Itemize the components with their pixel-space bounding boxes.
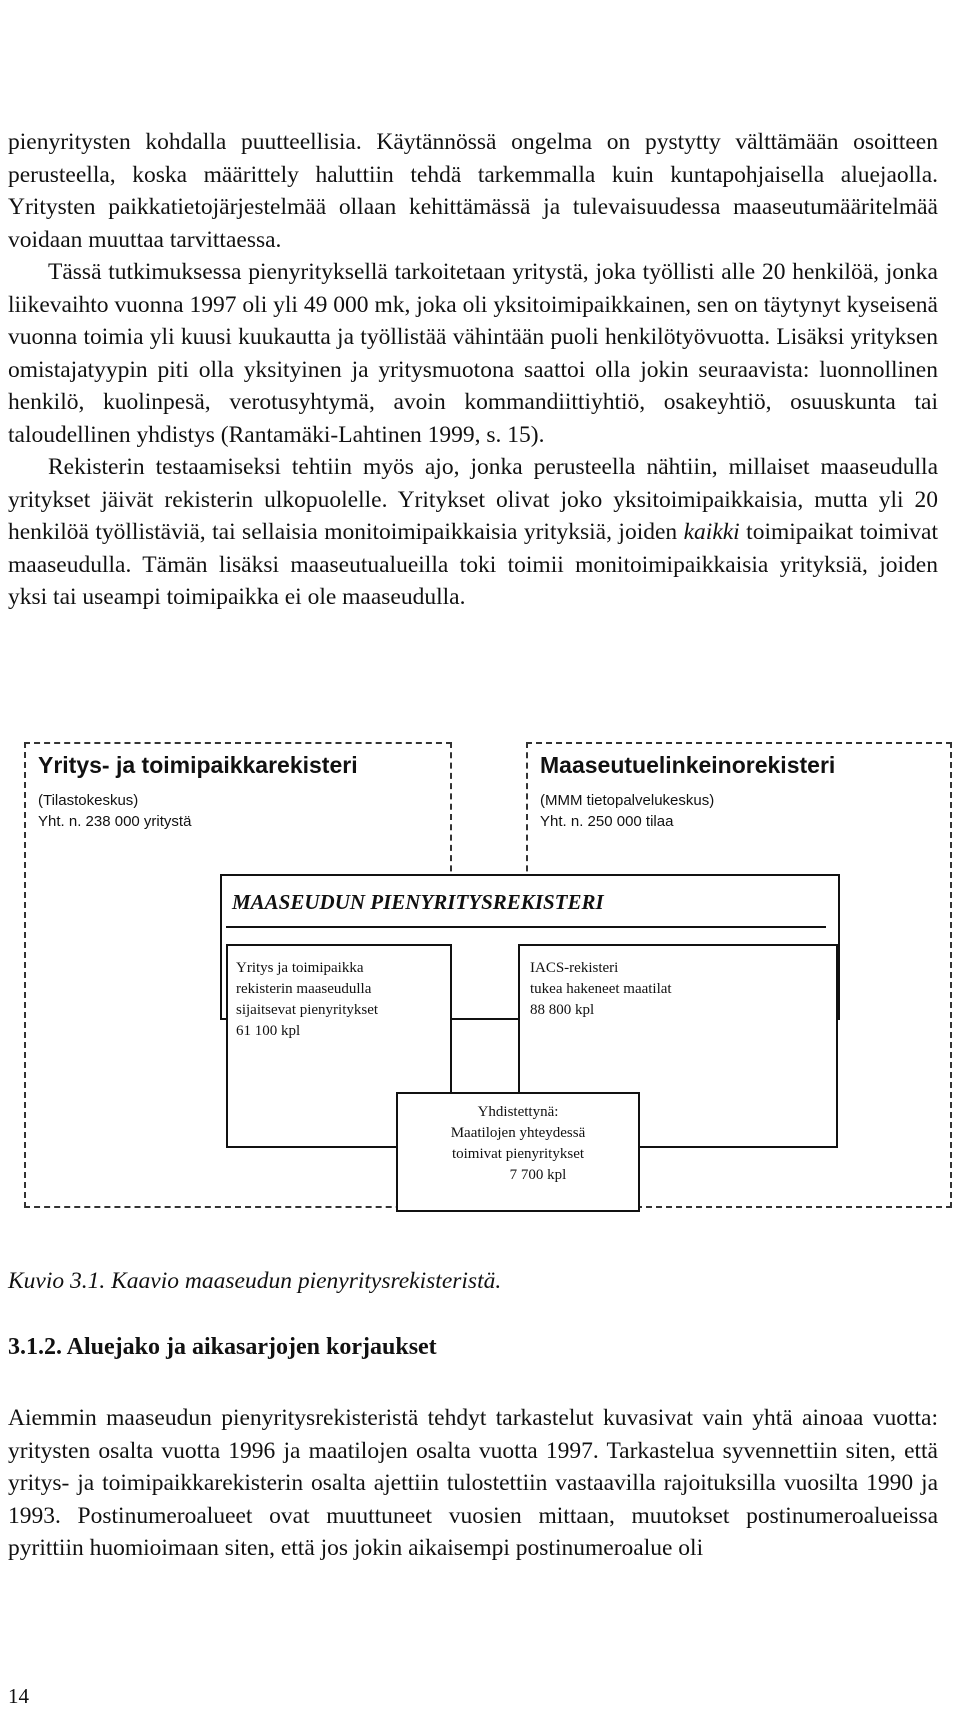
paragraph-2: Tässä tutkimuksessa pienyrityksellä tarkoitetaan yritystä, joka työllisti alle 20 henkilöä, jonka liikevaihto vuonna 1997 oli yli 49 000 mk, joka oli yksitoimipaikkainen, sen on täytynyt kyseisenä vuonna toimia yli kuusi kuukautta ja työllistää vähintään puoli henkilötyövuotta. Lisäksi yrityksen omistajatyypin piti olla yksityinen ja yritysmuotona saattoi olla jokin seuraavista: luonnollinen henkilö, kuolinpesä, verotusyhtymä, avoin kommandiittiyhtiö, osakeyhtiö, osuuskunta tai taloudellinen yhdistys (Rantamäki-Lahtinen 1999, s. 15). xyxy=(8,259,938,448)
right-register-frame-edge xyxy=(526,742,528,892)
body-text-top xyxy=(8,126,938,614)
page-number: 14 xyxy=(8,1684,29,1708)
right-register-details xyxy=(540,790,714,832)
left-register-count: Yht. n. 238 000 yritystä xyxy=(38,813,192,830)
right-inner-text xyxy=(530,958,672,1021)
left-inner-line-3: sijaitsevat pienyritykset xyxy=(236,1002,379,1018)
left-register-source: (Tilastokeskus) xyxy=(38,792,139,809)
left-register-details xyxy=(38,790,191,832)
left-register-frame-edge xyxy=(450,742,452,892)
pienyritysrekisteri-title: MAASEUDUN PIENYRITYSREKISTERI xyxy=(232,890,604,914)
right-inner-line-3: 88 800 kpl xyxy=(530,1002,595,1018)
left-inner-line-1: Yritys ja toimipaikka xyxy=(236,960,364,976)
right-register-title: Maaseutuelinkeinorekisteri xyxy=(540,752,836,778)
right-inner-line-2: tukea hakeneet maatilat xyxy=(530,981,672,997)
paragraph-4: Aiemmin maaseudun pienyritysrekisteristä tehdyt tarkastelut kuvasivat vain yhtä ainoaa vuotta: yritysten osalta vuotta 1996 ja maatilojen osalta vuotta 1997. Tarkastelua syvennettiin siten, että yritys- ja toimipaikkarekisterin osalta ajettiin tulostettiin vastaavilla rajoituksilla vuosilta 1990 ja 1993. Postinumeroalueet ovat muuttuneet vuosien mittaan, muutokset postinumeroalueissa pyrittiin huomioimaan siten, että jos jokin aikaisempi postinumeroalue oli xyxy=(8,1405,938,1561)
right-register-source: (MMM tietopalvelukeskus) xyxy=(540,792,715,809)
right-inner-line-1: IACS-rekisteri xyxy=(530,960,619,976)
left-inner-text xyxy=(236,958,378,1042)
paragraph-3 xyxy=(8,451,938,614)
combined-line-2: Maatilojen yhteydessä xyxy=(450,1125,586,1141)
combined-line-4: 7 700 kpl xyxy=(509,1167,567,1183)
right-register-count: Yht. n. 250 000 tilaa xyxy=(540,813,674,830)
body-text-bottom xyxy=(8,1402,938,1565)
figure-caption: Kuvio 3.1. Kaavio maaseudun pienyritysrekisteristä. xyxy=(8,1268,502,1294)
combined-text xyxy=(396,1102,640,1186)
left-inner-line-2: rekisterin maaseudulla xyxy=(236,981,372,997)
combined-line-3: toimivat pienyritykset xyxy=(451,1146,585,1162)
combined-line-1: Yhdistettynä: xyxy=(477,1104,559,1120)
section-heading: 3.1.2. Aluejako ja aikasarjojen korjaukset xyxy=(8,1334,437,1360)
paragraph-3-emphasis: kaikki xyxy=(683,519,740,545)
paragraph-3-part-a: Rekisterin testaamiseksi tehtiin myös ajo, jonka perusteella nähtiin, millaiset maaseudulla yritykset jäivät rekisterin ulkopuolelle. Yritykset olivat joko yksitoimipaikkaisia, mutta yli 20 henkilöä työllistäviä, tai sellaisia monitoimipaikkaisia yrityksiä, joiden xyxy=(8,454,938,545)
paragraph-1: pienyritysten kohdalla puutteellisia. Käytännössä ongelma on pystytty välttämään osoitteen perusteella, koska määrittely haluttiin tehdä tarkemmalla kuin kuntapohjaisella aluejaolla. Yritysten paikkatietojärjestelmää ollaan kehittämässä ja tulevaisuudessa maaseutumääritelmää voidaan muuttaa tarvittaessa. xyxy=(8,129,938,253)
left-inner-line-4: 61 100 kpl xyxy=(236,1023,301,1039)
left-register-title: Yritys- ja toimipaikkarekisteri xyxy=(38,752,358,778)
paragraph-3-part-b: toimipaikat toimivat maaseudulla. Tämän lisäksi maaseutualueilla toki toimii monitoimipaikkaisia yrityksiä, joiden yksi tai useampi toimipaikka ei ole maaseudulla. xyxy=(8,519,938,610)
